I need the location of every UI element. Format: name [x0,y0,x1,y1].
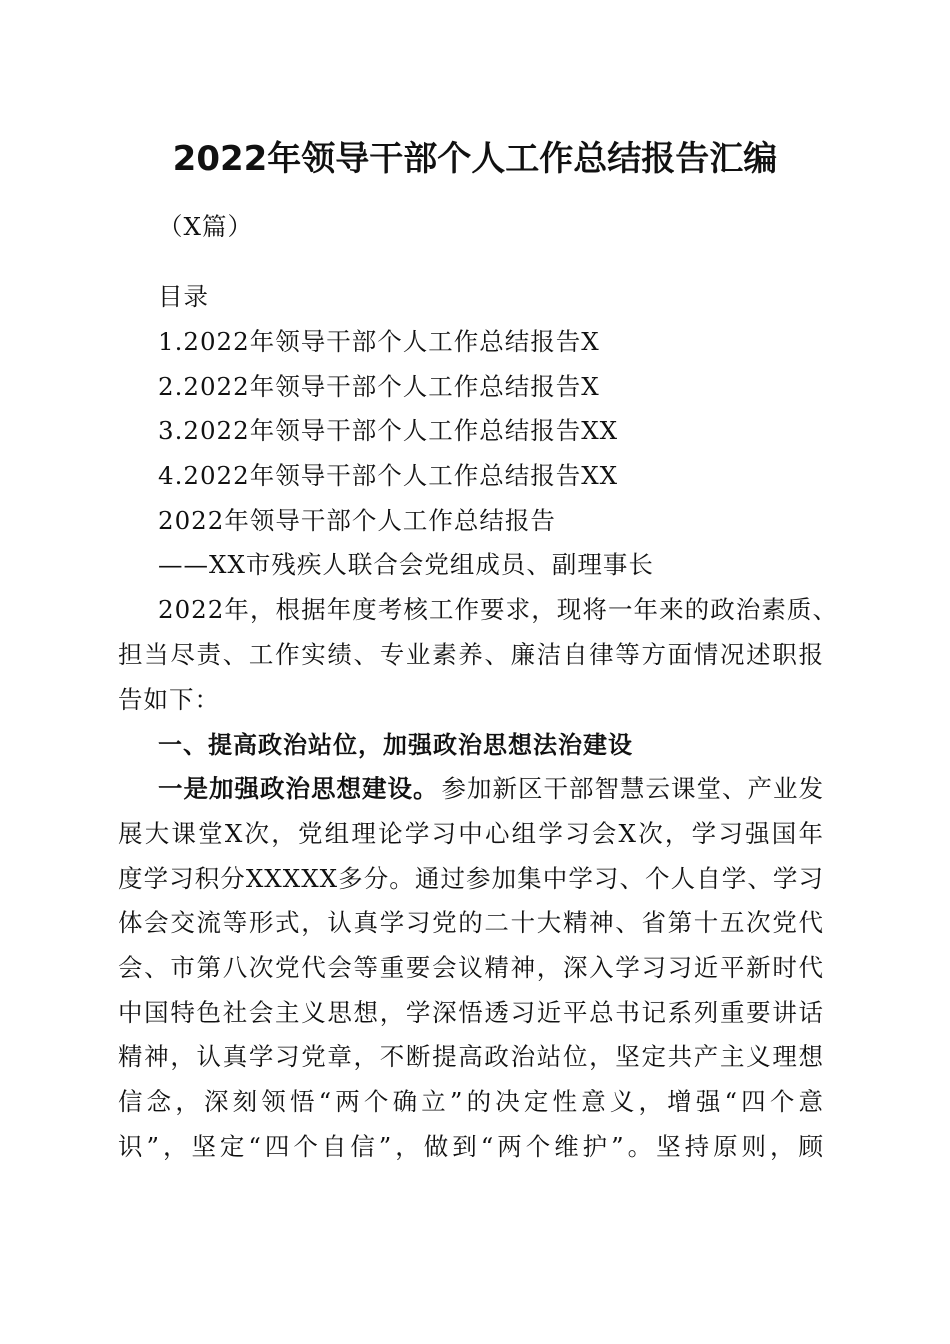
intro-paragraph-line: 2022年，根据年度考核工作要求，现将一年来的政治素质、 [158,595,838,624]
intro-paragraph-line: 担当尽责、工作实绩、专业素养、廉洁自律等方面情况述职报 [118,640,824,669]
toc-heading: 目录 [158,282,209,311]
section-paragraph-line: 精神，认真学习党章，不断提高政治站位，坚定共产主义理想 [118,1042,824,1071]
section-paragraph-line: 会、市第八次党代会等重要会议精神，深入学习习近平新时代 [118,953,824,982]
section-paragraph-line: 体会交流等形式，认真学习党的二十大精神、省第十五次党代 [118,908,824,937]
section-paragraph-line: 信念，深刻领悟“两个确立”的决定性意义，增强“四个意 [118,1087,824,1116]
section-paragraph-line: 识”，坚定“四个自信”，做到“两个维护”。坚持原则，顾 [118,1132,824,1161]
report-title: 2022年领导干部个人工作总结报告 [158,506,556,535]
intro-paragraph-line: 告如下： [118,685,220,714]
document-title: 2022年领导干部个人工作总结报告汇编 [172,139,778,179]
section-lead: 一是加强政治思想建设。 [158,774,439,803]
toc-item: 3.2022年领导干部个人工作总结报告XX [158,416,619,445]
author-line: ——XX市残疾人联合会党组成员、副理事长 [158,550,654,579]
section-paragraph-line: 度学习积分XXXXX多分。通过参加集中学习、个人自学、学习 [118,864,824,893]
section-paragraph-line: 展大课堂X次，党组理论学习中心组学习会X次，学习强国年 [118,819,824,848]
volume-note: （X篇） [158,212,253,241]
toc-item: 4.2022年领导干部个人工作总结报告XX [158,461,619,490]
section-heading: 一、提高政治站位，加强政治思想法治建设 [158,731,633,759]
toc-item: 2.2022年领导干部个人工作总结报告X [158,372,600,401]
section-first-line [158,774,824,804]
toc-item: 1.2022年领导干部个人工作总结报告X [158,327,600,356]
section-line-text: 参加新区干部智慧云课堂、产业发 [441,774,824,803]
section-paragraph-line: 中国特色社会主义思想，学深悟透习近平总书记系列重要讲话 [118,998,824,1027]
